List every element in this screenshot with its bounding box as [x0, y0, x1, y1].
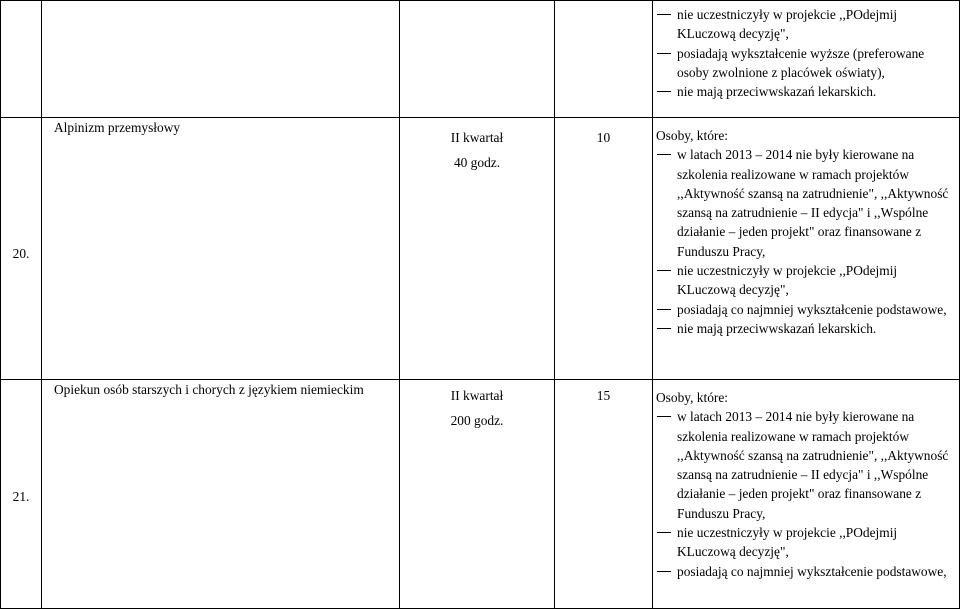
- course-hours: 40 godz.: [453, 155, 501, 171]
- row-number: [1, 1, 42, 118]
- criteria-cell: [653, 118, 960, 380]
- criteria-cell: [653, 1, 960, 118]
- criteria-item: posiadają co najmniej wykształcenie podstawowe,: [653, 562, 959, 581]
- criteria-item: nie uczestniczyły w projekcie ,,POdejmij KLuczową decyzję",: [653, 5, 959, 44]
- criteria-item: nie uczestniczyły w projekcie ,,POdejmij KLuczową decyzję",: [653, 523, 959, 562]
- criteria-list: [653, 145, 959, 338]
- course-name: [42, 1, 400, 118]
- criteria-item: w latach 2013 – 2014 nie były kierowane na szkolenia realizowane w ramach projektów ,,Aktywność szansą na zatrudnienie", ,,Aktywność szansą na zatrudnienie – II edycja" i ,,Wspólne działanie – jeden projekt" oraz finansowane z Funduszu Pracy,: [653, 145, 959, 261]
- course-name: Alpinizm przemysłowy: [42, 118, 400, 380]
- time-cell: [400, 1, 555, 118]
- criteria-item: nie uczestniczyły w projekcie ,,POdejmij KLuczową decyzję",: [653, 261, 959, 300]
- table-row: [1, 1, 960, 118]
- course-name: Opiekun osób starszych i chorych z językiem niemieckim: [42, 380, 400, 609]
- course-hours: 200 godz.: [450, 413, 504, 429]
- criteria-item: w latach 2013 – 2014 nie były kierowane na szkolenia realizowane w ramach projektów ,,Aktywność szansą na zatrudnienie", ,,Aktywność szansą na zatrudnienie – II edycja" i ,,Wspólne działanie – jeden projekt" oraz finansowane z Funduszu Pracy,: [653, 407, 959, 523]
- criteria-item: nie mają przeciwwskazań lekarskich.: [653, 319, 959, 338]
- row-number: 20.: [1, 118, 42, 380]
- participant-count: [555, 1, 653, 118]
- table-row: [1, 118, 960, 380]
- time-period: II kwartał: [450, 388, 504, 403]
- row-number: 21.: [1, 380, 42, 609]
- table-row: [1, 380, 960, 609]
- criteria-list: [653, 5, 959, 101]
- criteria-heading: Osoby, które:: [656, 128, 729, 143]
- participant-count: 10: [555, 118, 653, 380]
- criteria-cell: [653, 380, 960, 609]
- criteria-list: [653, 407, 959, 581]
- time-period: II kwartał: [450, 130, 504, 145]
- time-cell: [400, 380, 555, 609]
- time-cell: [400, 118, 555, 380]
- participant-count: 15: [555, 380, 653, 609]
- criteria-heading: Osoby, które:: [656, 390, 729, 405]
- criteria-item: posiadają co najmniej wykształcenie podstawowe,: [653, 300, 959, 319]
- criteria-item: nie mają przeciwwskazań lekarskich.: [653, 82, 959, 101]
- criteria-item: posiadają wykształcenie wyższe (preferowane osoby zwolnione z placówek oświaty),: [653, 44, 959, 83]
